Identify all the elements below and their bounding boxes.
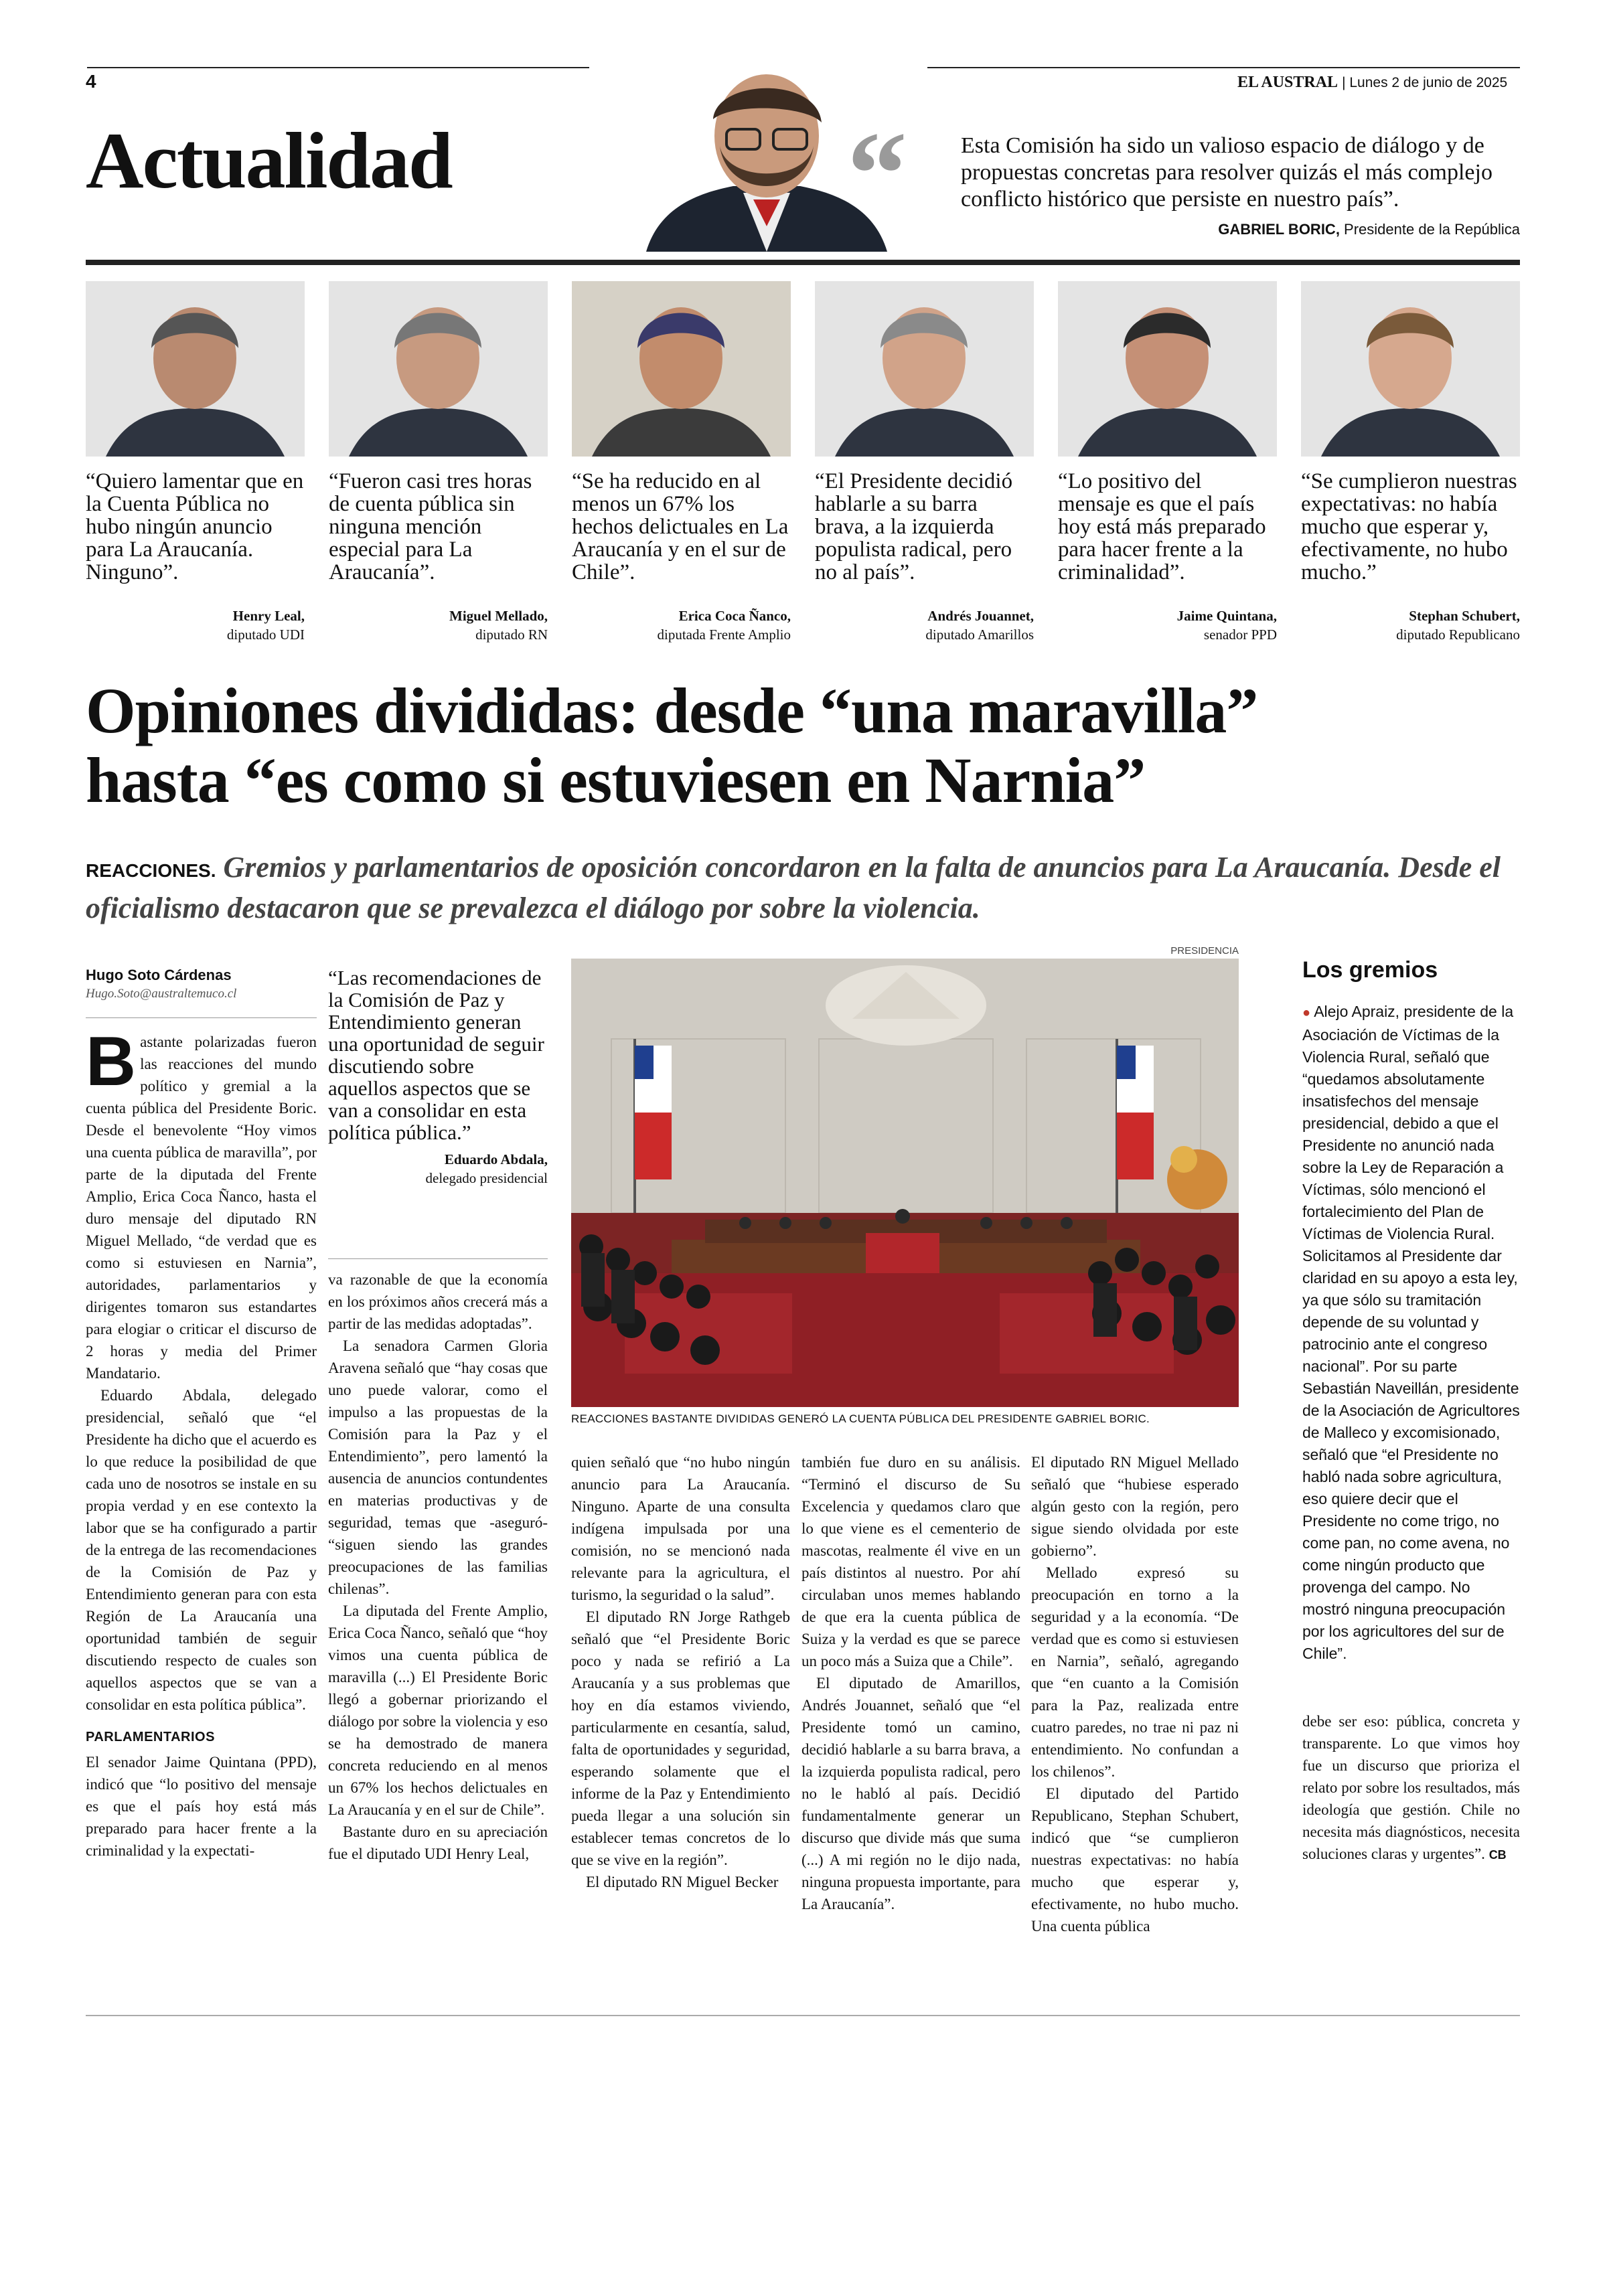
byline — [86, 967, 317, 1001]
column-5 — [1031, 1451, 1239, 1935]
col3-paragraph-2: El diputado RN Jorge Rathgeb señaló que “el Presidente Boric poco y nada se refirió a La Araucanía y a sus problemas que hoy en día estamos viviendo, particularmente en cesantía, salud, falta de oportunidades y seguridad, esperando solamente que el informe de la Paz y Entendimiento pueda llegar a una solución sin establecer temas concretos de lo que se vive en la región”. — [571, 1609, 790, 1868]
col2-paragraph-4: Bastante duro en su apreciación fue el diputado UDI Henry Leal, — [328, 1823, 548, 1862]
author-email: Hugo.Soto@australtemuco.cl — [86, 987, 237, 1001]
col1-paragraph-1: Bastante polarizadas fueron las reacciones del mundo político y gremial a la cuenta pública del Presidente Boric. Desde el benevolente “Hoy vimos una cuenta pública de maravilla”, por parte de la diputada del Frente Amplio, Erica Coca Ñanco, hasta el duro mensaje del diputado RN Miguel Mellado, “de verdad que es como si estuviesen en Narnia”, autoridades, parlamentarios y dirigentes tomaron sus estandartes para elogiar o criticar el discurso de 2 horas y media del Primer Mandatario. — [86, 1023, 317, 1382]
portrait-role: diputado Amarillos — [925, 627, 1034, 643]
deck-text: Gremios y parlamentarios de oposición concordaron en la falta de anuncios para La Araucanía. Desde el oficialismo destacaron que se prevalezca el diálogo por sobre la violencia. — [86, 851, 1501, 924]
portrait-role: diputado RN — [475, 627, 548, 643]
col1-paragraph-2: Eduardo Abdala, delegado presidencial, señaló que “el Presidente ha dicho que el acuerdo es lo que reduce la posibilidad de que cada uno de nosotros se instale en su propia verdad y en ese contexto la labor que se ha configurado a partir de la entrega de las recomendaciones de la Comisión de Paz y Entendimiento generan para con esta Región de La Araucanía una oportunidad también de seguir discutiendo respecto de cuales son aquellos aspectos que se van a consolidar en esta política pública”. — [86, 1387, 317, 1713]
page-number: 4 — [86, 71, 96, 92]
headline-line-2: hasta “es como si estuviesen en Narnia” — [86, 744, 1146, 816]
sidebar-text: Alejo Apraiz, presidente de la Asociación de Víctimas de la Violencia Rural, señaló que “quedamos absolutamente insatisfechos del mensaje presidencial, debido a que el Presidente no anunció nada sobre la Ley de Reparación a Víctimas, sólo mencionó el fortalecimiento del Plan de Víctimas de Violencia Rural. Solicitamos al Presidente dar claridad en su apoyo a esta ley, ya que sólo su tramitación depende de su voluntad y patrocinio ante el congreso nacional”. Por su parte Sebastián Naveillán, presidente de la Asociación de Agricultores de Malleco y excomisionado, señaló que “el Presidente no habló nada sobre agricultura, eso quiere decir que el Presidente no come trigo, no come pan, no come avena, no come ningún producto que provenga del campo. No mostró ninguna preocupación por los agricultores del sur de Chile”. — [1302, 1003, 1520, 1662]
sidebar-title: Los gremios — [1302, 957, 1438, 983]
col1-paragraph-3: El senador Jaime Quintana (PPD), indicó que “lo positivo del mensaje es que el país hoy está más preparado para hacer frente a la criminalidad y la expectati- — [86, 1754, 317, 1859]
column-2 — [328, 1268, 548, 1911]
end-mark-icon: CB — [1488, 1848, 1507, 1862]
congress-photo — [571, 959, 1239, 1407]
portrait-name: Henry Leal, — [232, 608, 305, 624]
pull-quote-rule — [328, 1258, 548, 1259]
portrait-attribution — [329, 606, 548, 644]
author-name: Hugo Soto Cárdenas — [86, 967, 232, 983]
portrait-photo — [329, 281, 548, 457]
col2-paragraph-2: La senadora Carmen Gloria Aravena señaló que “hay cosas que uno puede valorar, como el impulso a las propuestas de la Comisión para la Paz y el Entendimiento”, pero lamentó la ausencia de anuncios contundentes en materias productivas y de seguridad, temas que -aseguró- “siguen siendo las grandes preocupaciones de las familias chilenas”. — [328, 1337, 548, 1597]
portrait-photo — [1301, 281, 1520, 457]
portrait-attribution — [572, 606, 791, 644]
column-1 — [86, 1023, 317, 1914]
portrait-quote: “Lo positivo del mensaje es que el país hoy está más preparado para hacer frente a la criminalidad”. — [1058, 469, 1266, 584]
portrait-quote: “El Presidente decidió hablarle a su barra brava, a la izquierda populista radical, pero no al país”. — [815, 469, 1013, 584]
portrait-attribution — [815, 606, 1034, 644]
bottom-rule — [86, 2015, 1520, 2016]
col4-paragraph-2: El diputado de Amarillos, Andrés Jouannet, señaló que “el Presidente tomó un camino, decidió hablarle a su barra brava, a la izquierda populista radical, pero no le habló al país. Decidió fundamentalmente generar un discurso que divide más que suma (...) A mi región no le dijo nada, ninguna propuesta importante, para La Araucanía”. — [801, 1675, 1020, 1912]
portrait-attribution — [1301, 606, 1520, 644]
top-rule-left — [87, 67, 589, 68]
portrait-name: Miguel Mellado, — [449, 608, 548, 624]
column-4 — [801, 1451, 1020, 1920]
portrait-name: Jaime Quintana, — [1176, 608, 1277, 624]
portrait-name: Stephan Schubert, — [1409, 608, 1520, 624]
portrait-role: senador PPD — [1203, 627, 1277, 643]
portrait-photo — [1058, 281, 1277, 457]
portrait-attribution — [1058, 606, 1277, 644]
deck — [86, 849, 1520, 927]
sidebar-box — [1302, 1001, 1520, 1677]
portrait-quote: “Quiero lamentar que en la Cuenta Pública no hubo ningún anuncio para La Araucanía. Ninguno”. — [86, 469, 304, 584]
featured-role: Presidente de la República — [1339, 221, 1520, 238]
pull-quote-box — [328, 967, 548, 1187]
col5-paragraph-3: El diputado del Partido Republicano, Stephan Schubert, indicó que “se cumplieron nuestras expectativas: no había mucho que esperar y, efectivamente, no hubo mucho. Una cuenta pública — [1031, 1785, 1239, 1935]
column-3 — [571, 1451, 790, 1920]
masthead — [1237, 74, 1507, 92]
col3-paragraph-1: quien señaló que “no hubo ningún anuncio para La Araucanía. Ninguno. Aparte de una consulta indígena impulsada por una comisión, no se mencionó nada relevante para la agricultura, el turismo, la seguridad o la salud”. — [571, 1454, 790, 1603]
portrait-attribution — [86, 606, 305, 644]
pull-quote-role: delegado presidencial — [425, 1170, 548, 1186]
headline — [86, 676, 1257, 815]
featured-quote-attribution — [961, 221, 1520, 238]
col5-paragraph-1: El diputado RN Miguel Mellado señaló que “hubiese esperado algún gesto con la región, pero sigue siendo olvidada por este gobierno”. — [1031, 1454, 1239, 1559]
portrait-quote: “Se cumplieron nuestras expectativas: no había mucho que esperar y, efectivamente, no hubo mucho.” — [1301, 469, 1517, 584]
drop-cap: B — [86, 1023, 137, 1100]
quote-mark-icon: “ — [847, 107, 907, 240]
subhead-parlamentarios: PARLAMENTARIOS — [86, 1730, 215, 1744]
section-title: Actualidad — [86, 116, 452, 205]
col6-paragraph-1: debe ser eso: pública, concreta y transparente. Lo que vimos hoy fue un discurso que prioriza el relato por sobre los resultados, más ideología que gestión. Chile no necesita más diagnósticos, necesita soluciones claras y urgentes”. CB — [1302, 1713, 1520, 1862]
pull-quote-name: Eduardo Abdala, — [444, 1151, 548, 1167]
portrait-name: Erica Coca Ñanco, — [678, 608, 791, 624]
photo-caption: REACCIONES BASTANTE DIVIDIDAS GENERÓ LA CUENTA PÚBLICA DEL PRESIDENTE GABRIEL BORIC. — [571, 1412, 1150, 1425]
headline-line-1: Opiniones divididas: desde “una maravilla” — [86, 675, 1258, 746]
portrait-quote: “Se ha reducido en al menos un 67% los hechos delictuales en La Araucanía y en el sur de Chile”. — [572, 469, 789, 584]
col4-paragraph-1: también fue duro en su análisis. “Terminó el discurso de Su Excelencia y quedamos claro que lo que viene es el cementerio de mascotas, realmente él vive en un país distintos al nuestro. Por ahí circulaban unos memes hablando de que era la cuenta pública de Suiza y la verdad es que se parece un poco más a Suiza que a Chile”. — [801, 1454, 1020, 1669]
col3-paragraph-3: El diputado RN Miguel Becker — [586, 1874, 779, 1890]
issue-date: | Lunes 2 de junio de 2025 — [1342, 75, 1508, 90]
portrait-role: diputado UDI — [226, 627, 305, 643]
portrait-name: Andrés Jouannet, — [927, 608, 1034, 624]
newspaper-name: EL AUSTRAL — [1237, 74, 1338, 91]
featured-quote: Esta Comisión ha sido un valioso espacio de diálogo y de propuestas concretas para resolver quizás el más complejo conflicto histórico que persiste en nuestro país”. — [961, 133, 1493, 212]
byline-rule — [86, 1017, 317, 1018]
pull-quote-attribution — [328, 1150, 548, 1187]
portrait-photo — [815, 281, 1034, 457]
photo-credit: PRESIDENCIA — [1170, 945, 1239, 957]
portrait-role: diputada Frente Amplio — [657, 627, 791, 643]
col5-paragraph-2: Mellado expresó su preocupación en torno a la seguridad y a la economía. “De verdad que es como si estuviesen en Narnia”, señaló, agregando que “en cuanto a la Comisión para la Paz, realizada entre cuatro paredes, no trae ni paz ni entendimiento. No confundan a los chilenos”. — [1031, 1564, 1239, 1780]
portrait-role: diputado Republicano — [1396, 627, 1520, 643]
kicker: REACCIONES. — [86, 860, 216, 881]
portrait-photo — [86, 281, 305, 457]
top-rule-right — [927, 67, 1520, 68]
portrait-photo — [572, 281, 791, 457]
header-thick-rule — [86, 260, 1520, 265]
pull-quote: “Las recomendaciones de la Comisión de Paz y Entendimiento generan una oportunidad de seguir discutiendo sobre aquellos aspectos que se van a consolidar en esta política pública.” — [328, 966, 544, 1144]
featured-author: GABRIEL BORIC, — [1218, 221, 1340, 238]
portrait-quote: “Fueron casi tres horas de cuenta pública sin ninguna mención especial para La Araucanía”. — [329, 469, 532, 584]
col2-paragraph-1: va razonable de que la economía en los próximos años crecerá más a partir de las medidas adoptadas”. — [328, 1271, 548, 1332]
bullet-icon: ● — [1302, 1005, 1311, 1020]
col2-paragraph-3: La diputada del Frente Amplio, Erica Coca Ñanco, señaló que “hoy vimos una cuenta pública de maravilla (...) El Presidente Boric llegó a gobernar priorizando el diálogo por sobre la violencia y eso se ha demostrado de manera concreta reduciendo en al menos un 67% los hechos delictuales en La Araucanía y en el sur de Chile”. — [328, 1603, 548, 1818]
column-6 — [1302, 1710, 1520, 1911]
